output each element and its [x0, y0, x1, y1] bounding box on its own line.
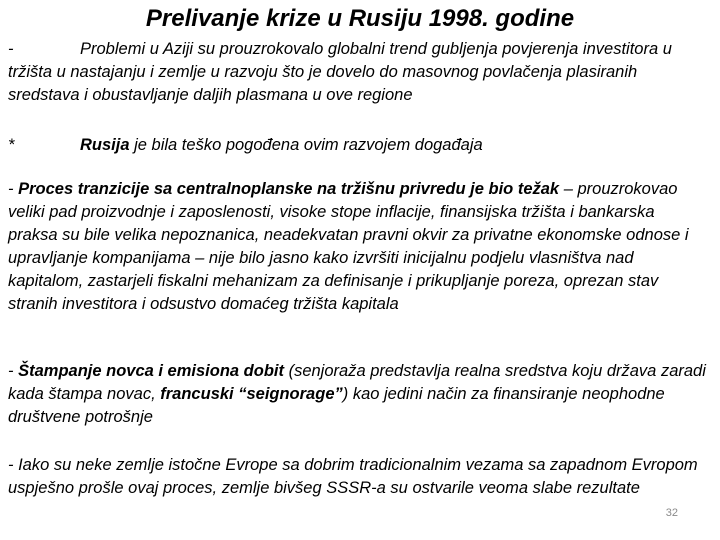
dash-marker: - [8, 456, 19, 474]
slide-title: Prelivanje krize u Rusiju 1998. godine [145, 5, 575, 32]
paragraph-text-end: ) kao jedini način za finansiranje neophodne društvene potrošnje [8, 385, 665, 426]
dash-marker: - [8, 180, 19, 198]
paragraph-russia-hit [8, 134, 708, 157]
paragraph-text: – prouzrokovao veliki pad proizvodnje i zaposlenosti, visoke stope inflacije, finansijska tržišta i bankarska praksa su bile velika nepoznanica, neadekvatan pravni okvir za privatne ekonomske odnose i upravljanje kompanijama – nije bilo jasno kako izvršiti inicijalnu podjelu vlasništva nad kapitalom, zastarjeli fiskalni mehanizam za definisanje i prikupljanje poreza, oprezan stav stranih investitora i odsustvo domaćeg tržišta kapitala [8, 180, 689, 313]
paragraph-text: je bila teško pogođena ovim razvojem događaja [129, 136, 483, 154]
bold-term: Proces tranzicije sa centralnoplanske na tržišnu privredu je bio težak [18, 180, 560, 198]
paragraph-text: Iako su neke zemlje istočne Evrope sa dobrim tradicionalnim vezama sa zapadnom Evropom uspješno prošle ovaj proces, zemlje bivšeg SSSR-a su ostvarile veoma slabe rezultate [8, 456, 698, 497]
bold-term: Rusija [80, 136, 130, 154]
dash-marker: - [8, 40, 14, 58]
paragraph-seigniorage [8, 360, 708, 429]
paragraph-transition [8, 178, 708, 316]
paragraph-asia-problems [8, 38, 708, 107]
bold-term-french: francuski “seignorage” [160, 385, 343, 403]
dash-marker: - [8, 362, 19, 380]
asterisk-marker: * [8, 136, 15, 154]
paragraph-eastern-europe [8, 454, 708, 500]
paragraph-text: (senjoraža predstavlja realna sredstva koju država zaradi kada štampa novac, [8, 362, 706, 403]
slide-number: 32 [665, 507, 678, 519]
bold-term: Štampanje novca i emisiona dobit [18, 362, 284, 380]
paragraph-text: Problemi u Aziji su prouzrokovalo globalni trend gubljenja povjerenja investitora u tržišta u nastajanju i zemlje u razvoju što je dovelo do masovnog povlačenja plasiranih sredstava i obustavljanje daljih plasmana u ove regione [8, 40, 672, 104]
